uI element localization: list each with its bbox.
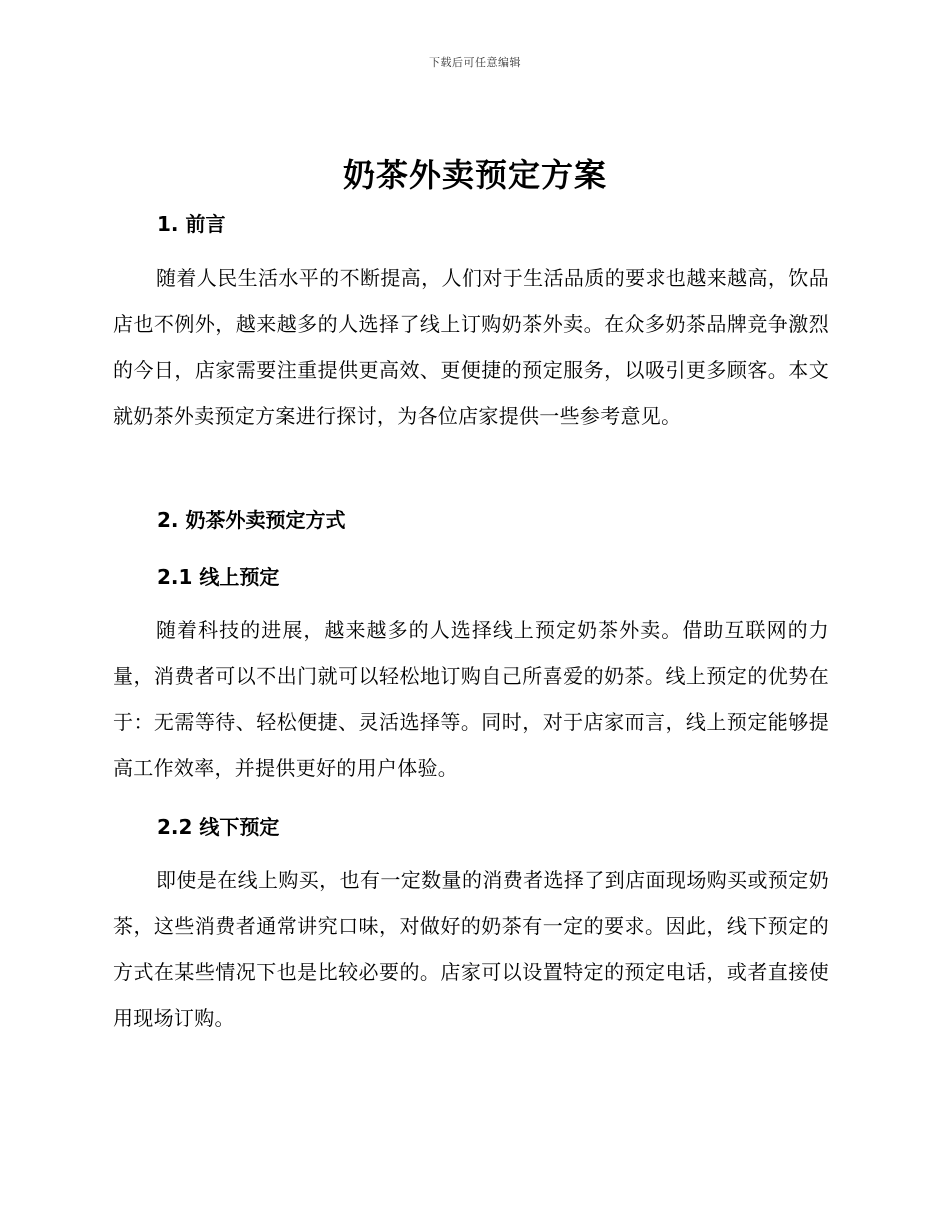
section-heading-preface: 1. 前言	[157, 212, 226, 236]
paragraph-online-ordering: 随着科技的进展，越来越多的人选择线上预定奶茶外卖。借助互联网的力量，消费者可以不出门就可以轻松地订购自己所喜爱的奶茶。线上预定的优势在于：无需等待、轻松便捷、灵活选择等。同时，对于店家而言，线上预定能够提高工作效率，并提供更好的用户体验。	[113, 618, 829, 780]
paragraph-preface: 随着人民生活水平的不断提高，人们对于生活品质的要求也越来越高，饮品店也不例外，越来越多的人选择了线上订购奶茶外卖。在众多奶茶品牌竞争激烈的今日，店家需要注重提供更高效、更便捷的预定服务，以吸引更多顾客。本文就奶茶外卖预定方案进行探讨，为各位店家提供一些参考意见。	[113, 266, 829, 428]
section-heading-ordering-methods: 2. 奶茶外卖预定方式	[157, 508, 346, 532]
document-title: 奶茶外卖预定方案	[342, 156, 607, 194]
header-note: 下载后可任意编辑	[429, 56, 521, 69]
section-heading-offline-ordering: 2.2 线下预定	[157, 815, 280, 839]
section-heading-online-ordering: 2.1 线上预定	[157, 565, 280, 589]
paragraph-offline-ordering: 即使是在线上购买，也有一定数量的消费者选择了到店面现场购买或预定奶茶，这些消费者通常讲究口味，对做好的奶茶有一定的要求。因此，线下预定的方式在某些情况下也是比较必要的。店家可以设置特定的预定电话，或者直接使用现场订购。	[113, 868, 829, 1030]
